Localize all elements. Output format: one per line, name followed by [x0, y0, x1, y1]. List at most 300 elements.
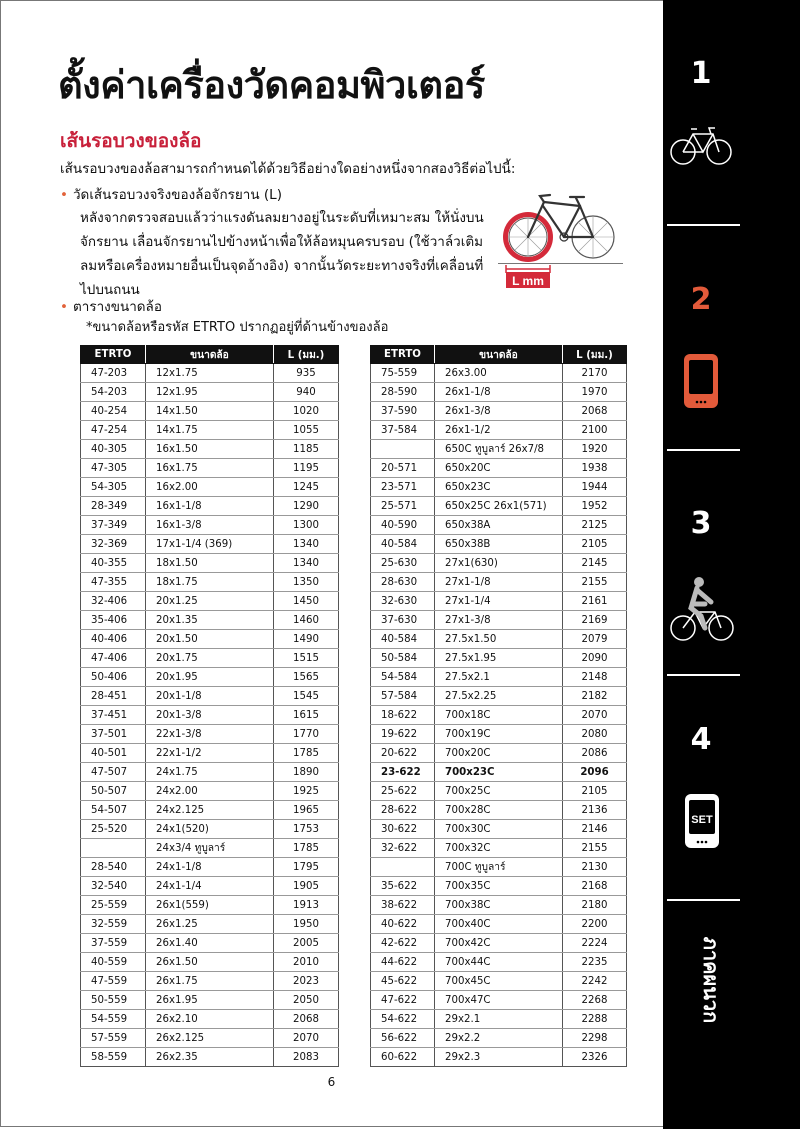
cell-etrto: 47-355	[81, 573, 146, 592]
wheel-size-table-left	[80, 345, 339, 1067]
cell-circumference: 2180	[563, 896, 627, 915]
table-row	[371, 1048, 627, 1067]
cell-etrto: 47-559	[81, 972, 146, 991]
cell-circumference: 2086	[563, 744, 627, 763]
cell-etrto: 38-622	[371, 896, 435, 915]
cell-wheel-size: 20x1.35	[146, 611, 274, 630]
table-row	[371, 934, 627, 953]
cell-circumference: 1905	[274, 877, 339, 896]
intro-text: เส้นรอบวงของล้อสามารถกำหนดได้ด้วยวิธีอย่างใดอย่างหนึ่งจากสองวิธีต่อไปนี้:	[60, 161, 516, 177]
table-row	[371, 858, 627, 877]
table-row	[81, 801, 339, 820]
table-row	[371, 991, 627, 1010]
cell-wheel-size: 700x25C	[435, 782, 563, 801]
table-row	[81, 1010, 339, 1029]
cell-etrto: 40-305	[81, 440, 146, 459]
cell-circumference: 2105	[563, 782, 627, 801]
cell-etrto: 37-501	[81, 725, 146, 744]
cell-etrto: 42-622	[371, 934, 435, 953]
table-row	[81, 877, 339, 896]
cell-wheel-size: 26x2.10	[146, 1010, 274, 1029]
instruction-line: หลังจากตรวจสอบแล้วว่าแรงดันลมยางอยู่ในระดับที่เหมาะสม ให้นั่งบน	[80, 210, 484, 226]
cell-wheel-size: 700x45C	[435, 972, 563, 991]
cell-etrto: 37-590	[371, 402, 435, 421]
col-header-size: ขนาดล้อ	[435, 346, 563, 364]
cell-etrto: 25-559	[81, 896, 146, 915]
cell-etrto: 44-622	[371, 953, 435, 972]
cell-circumference: 2145	[563, 554, 627, 573]
table-row	[371, 839, 627, 858]
cell-etrto: 28-622	[371, 801, 435, 820]
cell-etrto: 57-584	[371, 687, 435, 706]
cell-wheel-size: 700x23C	[435, 763, 563, 782]
instruction-line: ลมหรือเครื่องหมายอื่นเป็นจุดอ้างอิง) จากนั้นวัดระยะทางจริงที่เคลื่อนที่	[80, 258, 484, 274]
cell-etrto: 37-584	[371, 421, 435, 440]
cell-circumference: 2155	[563, 573, 627, 592]
cell-wheel-size: 22x1-1/2	[146, 744, 274, 763]
cell-etrto: 47-254	[81, 421, 146, 440]
table-row	[81, 896, 339, 915]
cell-circumference: 2070	[563, 706, 627, 725]
cell-circumference: 1185	[274, 440, 339, 459]
cell-etrto: 40-584	[371, 535, 435, 554]
cell-wheel-size: 20x1.95	[146, 668, 274, 687]
cell-circumference: 1795	[274, 858, 339, 877]
cell-circumference: 2023	[274, 972, 339, 991]
cell-circumference: 2182	[563, 687, 627, 706]
table-row	[371, 953, 627, 972]
cell-wheel-size: 24x1(520)	[146, 820, 274, 839]
table-row	[371, 744, 627, 763]
table-row	[371, 421, 627, 440]
table-row	[81, 649, 339, 668]
cell-wheel-size: 26x1-3/8	[435, 402, 563, 421]
cell-circumference: 2146	[563, 820, 627, 839]
table-row	[371, 782, 627, 801]
cell-wheel-size: 18x1.75	[146, 573, 274, 592]
cell-wheel-size: 24x2.00	[146, 782, 274, 801]
cell-etrto: 30-622	[371, 820, 435, 839]
cell-etrto: 32-622	[371, 839, 435, 858]
table-row	[81, 972, 339, 991]
cell-circumference: 1970	[563, 383, 627, 402]
cell-wheel-size: 24x3/4 ทูบูลาร์	[146, 839, 274, 858]
table-row	[81, 630, 339, 649]
cell-wheel-size: 24x1.75	[146, 763, 274, 782]
table-row	[371, 459, 627, 478]
cell-circumference: 2235	[563, 953, 627, 972]
cell-wheel-size: 12x1.95	[146, 383, 274, 402]
col-header-etrto: ETRTO	[371, 346, 435, 364]
table-row	[81, 535, 339, 554]
table-row	[371, 611, 627, 630]
cell-wheel-size: 650x25C 26x1(571)	[435, 497, 563, 516]
section-title: เส้นรอบวงของล้อ	[60, 130, 202, 152]
cell-wheel-size: 27x1-1/8	[435, 573, 563, 592]
cell-wheel-size: 16x1.50	[146, 440, 274, 459]
table-row	[371, 687, 627, 706]
cell-wheel-size: 26x1.40	[146, 934, 274, 953]
table-row	[81, 402, 339, 421]
sidebar-divider	[667, 674, 740, 676]
cell-wheel-size: 22x1-3/8	[146, 725, 274, 744]
cell-wheel-size: 27.5x2.25	[435, 687, 563, 706]
table-row	[371, 877, 627, 896]
table-row	[371, 820, 627, 839]
chapter-sidebar	[663, 0, 800, 1129]
table-row	[81, 459, 339, 478]
cell-etrto: 40-559	[81, 953, 146, 972]
cell-etrto: 20-571	[371, 459, 435, 478]
sidebar-divider	[667, 449, 740, 451]
cell-circumference: 2326	[563, 1048, 627, 1067]
cell-wheel-size: 24x1-1/8	[146, 858, 274, 877]
cell-circumference: 1770	[274, 725, 339, 744]
cell-circumference: 2100	[563, 421, 627, 440]
sidebar-step-4[interactable]: 4	[690, 722, 712, 757]
cell-circumference: 2288	[563, 1010, 627, 1029]
table-row	[81, 364, 339, 383]
cell-wheel-size: 700x28C	[435, 801, 563, 820]
table-row	[81, 1029, 339, 1048]
cell-circumference: 2080	[563, 725, 627, 744]
cell-wheel-size: 16x1-3/8	[146, 516, 274, 535]
table-row	[81, 687, 339, 706]
cell-etrto: 37-559	[81, 934, 146, 953]
cell-wheel-size: 700x30C	[435, 820, 563, 839]
wheel-size-table-right	[370, 345, 627, 1067]
cell-circumference: 1515	[274, 649, 339, 668]
cell-circumference: 1944	[563, 478, 627, 497]
cell-wheel-size: 650C ทูบูลาร์ 26x7/8	[435, 440, 563, 459]
table-row	[81, 573, 339, 592]
cell-etrto: 32-540	[81, 877, 146, 896]
cell-circumference: 2070	[274, 1029, 339, 1048]
table-row	[371, 402, 627, 421]
cell-wheel-size: 700x40C	[435, 915, 563, 934]
table-row	[81, 440, 339, 459]
cell-etrto: 54-622	[371, 1010, 435, 1029]
cell-wheel-size: 27.5x2.1	[435, 668, 563, 687]
cell-wheel-size: 24x2.125	[146, 801, 274, 820]
cell-etrto: 25-571	[371, 497, 435, 516]
cell-circumference: 935	[274, 364, 339, 383]
cell-circumference: 1055	[274, 421, 339, 440]
instruction-line: จักรยาน เลื่อนจักรยานไปข้างหน้าเพื่อให้ล้อหมุนครบรอบ (ใช้วาล์วเติม	[80, 234, 483, 250]
cell-circumference: 1965	[274, 801, 339, 820]
table-row	[371, 706, 627, 725]
cell-wheel-size: 700x18C	[435, 706, 563, 725]
table-row	[81, 820, 339, 839]
cell-etrto: 35-406	[81, 611, 146, 630]
cell-circumference: 2068	[563, 402, 627, 421]
figure-label: L mm	[512, 274, 544, 288]
cell-circumference: 1350	[274, 573, 339, 592]
sidebar-step-3[interactable]: 3	[690, 506, 712, 541]
table-row	[371, 383, 627, 402]
cell-wheel-size: 650x38B	[435, 535, 563, 554]
cell-etrto: 35-622	[371, 877, 435, 896]
cell-wheel-size: 26x1.50	[146, 953, 274, 972]
set-device-icon	[683, 792, 721, 850]
cell-wheel-size: 20x1.50	[146, 630, 274, 649]
cell-circumference: 2168	[563, 877, 627, 896]
cell-circumference: 2298	[563, 1029, 627, 1048]
cell-etrto	[371, 440, 435, 459]
table-row	[371, 573, 627, 592]
bullet-dot-icon: •	[60, 299, 68, 315]
cell-circumference: 2105	[563, 535, 627, 554]
cell-wheel-size: 16x1-1/8	[146, 497, 274, 516]
cell-etrto: 37-451	[81, 706, 146, 725]
cell-wheel-size: 700x44C	[435, 953, 563, 972]
cell-wheel-size: 700x20C	[435, 744, 563, 763]
cell-circumference: 1195	[274, 459, 339, 478]
cell-etrto: 40-501	[81, 744, 146, 763]
cell-circumference: 1952	[563, 497, 627, 516]
cell-etrto: 50-584	[371, 649, 435, 668]
sidebar-appendix[interactable]	[681, 935, 741, 1025]
cell-circumference: 1340	[274, 535, 339, 554]
cell-circumference: 1300	[274, 516, 339, 535]
cell-wheel-size: 20x1-1/8	[146, 687, 274, 706]
bullet-dot-icon: •	[60, 187, 68, 203]
sidebar-divider	[667, 899, 740, 901]
cell-etrto: 28-630	[371, 573, 435, 592]
cell-circumference: 2155	[563, 839, 627, 858]
cell-etrto: 23-622	[371, 763, 435, 782]
cell-wheel-size: 26x1(559)	[146, 896, 274, 915]
cyclist-icon	[669, 574, 735, 642]
cell-etrto: 32-369	[81, 535, 146, 554]
page-number: 6	[327, 1075, 336, 1089]
table-row	[81, 763, 339, 782]
cell-etrto: 37-630	[371, 611, 435, 630]
bicycle-icon	[669, 124, 733, 166]
cell-circumference: 1565	[274, 668, 339, 687]
cell-etrto: 32-406	[81, 592, 146, 611]
cell-circumference: 1450	[274, 592, 339, 611]
cell-circumference: 1245	[274, 478, 339, 497]
table-row	[81, 1048, 339, 1067]
cell-circumference: 2068	[274, 1010, 339, 1029]
cell-wheel-size: 12x1.75	[146, 364, 274, 383]
cell-etrto: 32-559	[81, 915, 146, 934]
table-row	[371, 630, 627, 649]
cell-circumference: 1490	[274, 630, 339, 649]
cell-wheel-size: 29x2.1	[435, 1010, 563, 1029]
cell-etrto: 54-559	[81, 1010, 146, 1029]
table-row	[81, 744, 339, 763]
cell-wheel-size: 700x32C	[435, 839, 563, 858]
cell-etrto: 18-622	[371, 706, 435, 725]
cell-circumference: 1950	[274, 915, 339, 934]
cell-wheel-size: 700x47C	[435, 991, 563, 1010]
cell-wheel-size: 27x1-3/8	[435, 611, 563, 630]
cell-circumference: 2242	[563, 972, 627, 991]
bullet-measure-text: วัดเส้นรอบวงจริงของล้อจักรยาน (L)	[72, 187, 282, 203]
cell-circumference: 2200	[563, 915, 627, 934]
table-row	[371, 725, 627, 744]
cell-wheel-size: 700x35C	[435, 877, 563, 896]
cell-etrto: 58-559	[81, 1048, 146, 1067]
cell-circumference: 1615	[274, 706, 339, 725]
table-row	[81, 858, 339, 877]
table-row	[371, 972, 627, 991]
cell-circumference: 1938	[563, 459, 627, 478]
cell-wheel-size: 16x2.00	[146, 478, 274, 497]
table-row	[81, 478, 339, 497]
table-row	[81, 953, 339, 972]
table-row	[371, 1029, 627, 1048]
cell-etrto: 37-349	[81, 516, 146, 535]
cell-circumference: 2130	[563, 858, 627, 877]
cell-wheel-size: 26x1-1/8	[435, 383, 563, 402]
cell-wheel-size: 20x1.75	[146, 649, 274, 668]
table-row	[371, 440, 627, 459]
cell-wheel-size: 26x2.125	[146, 1029, 274, 1048]
appendix-label: ภาคผนวก	[699, 936, 723, 1024]
table-row	[371, 763, 627, 782]
sidebar-step-2[interactable]: 2	[690, 282, 712, 317]
cell-wheel-size: 700x38C	[435, 896, 563, 915]
table-row	[371, 497, 627, 516]
cell-etrto: 47-622	[371, 991, 435, 1010]
cell-circumference: 2170	[563, 364, 627, 383]
cell-wheel-size: 20x1.25	[146, 592, 274, 611]
table-row	[371, 649, 627, 668]
cell-circumference: 2161	[563, 592, 627, 611]
cell-etrto: 28-451	[81, 687, 146, 706]
cell-etrto: 54-305	[81, 478, 146, 497]
cell-etrto	[371, 858, 435, 877]
cell-wheel-size: 26x1.25	[146, 915, 274, 934]
cell-circumference: 2010	[274, 953, 339, 972]
cell-wheel-size: 26x1-1/2	[435, 421, 563, 440]
cell-wheel-size: 700x42C	[435, 934, 563, 953]
cell-wheel-size: 650x38A	[435, 516, 563, 535]
cell-circumference: 1785	[274, 744, 339, 763]
cell-etrto: 28-590	[371, 383, 435, 402]
table-row	[371, 801, 627, 820]
cell-circumference: 2148	[563, 668, 627, 687]
table-row	[81, 706, 339, 725]
cell-wheel-size: 26x3.00	[435, 364, 563, 383]
table-row	[371, 915, 627, 934]
cell-circumference: 1920	[563, 440, 627, 459]
cell-circumference: 2136	[563, 801, 627, 820]
cell-etrto: 32-630	[371, 592, 435, 611]
cell-wheel-size: 26x1.95	[146, 991, 274, 1010]
cell-wheel-size: 24x1-1/4	[146, 877, 274, 896]
cell-wheel-size: 14x1.50	[146, 402, 274, 421]
table-row	[81, 383, 339, 402]
table-row	[371, 554, 627, 573]
cell-etrto: 50-507	[81, 782, 146, 801]
table-row	[81, 421, 339, 440]
table-row	[81, 839, 339, 858]
table-row	[371, 364, 627, 383]
cell-etrto: 25-622	[371, 782, 435, 801]
cell-wheel-size: 14x1.75	[146, 421, 274, 440]
table-row	[371, 1010, 627, 1029]
sidebar-divider	[667, 224, 740, 226]
computer-device-icon	[682, 352, 720, 410]
cell-etrto: 47-203	[81, 364, 146, 383]
table-row	[81, 725, 339, 744]
cell-etrto: 28-540	[81, 858, 146, 877]
cell-wheel-size: 27x1-1/4	[435, 592, 563, 611]
cell-etrto: 40-355	[81, 554, 146, 573]
cell-circumference: 1785	[274, 839, 339, 858]
bullet-measure	[60, 183, 282, 205]
cell-wheel-size: 29x2.3	[435, 1048, 563, 1067]
cell-circumference: 1913	[274, 896, 339, 915]
cell-etrto: 60-622	[371, 1048, 435, 1067]
cell-etrto: 54-507	[81, 801, 146, 820]
cell-wheel-size: 650x23C	[435, 478, 563, 497]
cell-circumference: 2268	[563, 991, 627, 1010]
cell-etrto: 50-406	[81, 668, 146, 687]
cell-circumference: 2079	[563, 630, 627, 649]
cell-etrto: 25-630	[371, 554, 435, 573]
cell-etrto: 56-622	[371, 1029, 435, 1048]
cell-etrto: 54-584	[371, 668, 435, 687]
cell-circumference: 2224	[563, 934, 627, 953]
table-row	[81, 516, 339, 535]
etrto-note: *ขนาดล้อหรือรหัส ETRTO ปรากฏอยู่ที่ด้านข้างของล้อ	[86, 320, 389, 335]
cell-wheel-size: 26x1.75	[146, 972, 274, 991]
table-row	[81, 554, 339, 573]
cell-wheel-size: 650x20C	[435, 459, 563, 478]
cell-etrto: 40-590	[371, 516, 435, 535]
cell-circumference: 1545	[274, 687, 339, 706]
cell-etrto: 50-559	[81, 991, 146, 1010]
col-header-etrto: ETRTO	[81, 346, 146, 364]
cell-etrto: 20-622	[371, 744, 435, 763]
table-row	[81, 592, 339, 611]
cell-wheel-size: 27.5x1.50	[435, 630, 563, 649]
cell-circumference: 1753	[274, 820, 339, 839]
cell-etrto: 25-520	[81, 820, 146, 839]
col-header-size: ขนาดล้อ	[146, 346, 274, 364]
table-row	[81, 611, 339, 630]
cell-circumference: 1340	[274, 554, 339, 573]
cell-wheel-size: 16x1.75	[146, 459, 274, 478]
cell-circumference: 1890	[274, 763, 339, 782]
page-title: ตั้งค่าเครื่องวัดคอมพิวเตอร์	[58, 63, 485, 107]
cell-etrto: 75-559	[371, 364, 435, 383]
cell-wheel-size: 20x1-3/8	[146, 706, 274, 725]
table-row	[371, 535, 627, 554]
table-row	[81, 497, 339, 516]
sidebar-step-1[interactable]: 1	[690, 56, 712, 91]
cell-etrto: 19-622	[371, 725, 435, 744]
cell-circumference: 940	[274, 383, 339, 402]
cell-wheel-size: 29x2.2	[435, 1029, 563, 1048]
set-label: SET	[691, 814, 713, 826]
cell-circumference: 2169	[563, 611, 627, 630]
cell-etrto: 47-507	[81, 763, 146, 782]
cell-circumference: 2096	[563, 763, 627, 782]
table-row	[371, 668, 627, 687]
cell-circumference: 2090	[563, 649, 627, 668]
measure-instructions	[80, 206, 490, 302]
instruction-line: ไปบนถนน	[80, 282, 140, 298]
cell-circumference: 1460	[274, 611, 339, 630]
cell-wheel-size: 700C ทูบูลาร์	[435, 858, 563, 877]
cell-etrto: 28-349	[81, 497, 146, 516]
